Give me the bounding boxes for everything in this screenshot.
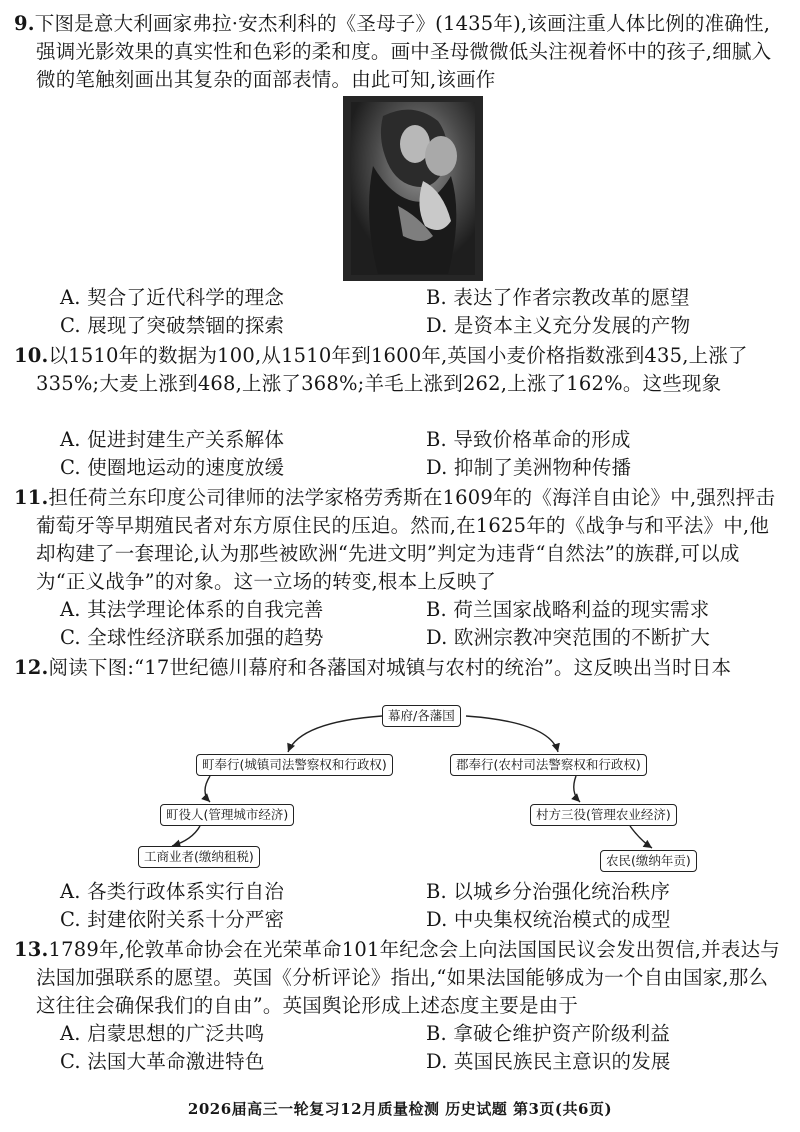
question-12	[14, 654, 786, 682]
question-number: 13.	[14, 938, 49, 961]
question-stem: 担任荷兰东印度公司律师的法学家格劳秀斯在1609年的《海洋自由论》中,强烈抨击葡萄牙等早期殖民者对东方原住民的压迫。然而,在1625年的《战争与和平法》中,他却构建了一套理论,认为那些被欧洲“先进文明”判定为违背“自然法”的族群,可以成为“正义战争”的对象。这一立场的转变,根本上反映了	[36, 486, 776, 593]
diagram-root: 幕府/各藩国	[382, 705, 461, 727]
option-c[interactable]: C. 全球性经济联系加强的趋势	[60, 626, 324, 649]
option-a[interactable]: A. 契合了近代科学的理念	[60, 286, 285, 309]
arrow-right-mid	[574, 776, 580, 802]
options-13	[60, 1020, 760, 1076]
option-b[interactable]: B. 拿破仑维护资产阶级利益	[426, 1022, 671, 1045]
arrow-left-mid	[205, 776, 210, 802]
arrow-left-leaf	[172, 826, 200, 846]
diagram-left-branch: 町奉行(城镇司法警察权和行政权)	[196, 754, 393, 776]
question-11	[14, 484, 786, 596]
question-number: 11.	[14, 486, 49, 509]
option-b[interactable]: B. 以城乡分治强化统治秩序	[426, 880, 671, 903]
options-9	[60, 284, 760, 340]
arrow-right-leaf	[630, 826, 652, 848]
option-c[interactable]: C. 封建依附关系十分严密	[60, 908, 285, 931]
option-c[interactable]: C. 法国大革命激进特色	[60, 1050, 265, 1073]
diagram-left-leaf: 工商业者(缴纳租税)	[138, 846, 260, 868]
question-9	[14, 10, 786, 94]
page-footer: 2026届高三一轮复习12月质量检测 历史试题 第3页(共6页)	[187, 1100, 613, 1118]
option-d[interactable]: D. 中央集权统治模式的成型	[426, 908, 671, 931]
question-10	[14, 342, 786, 398]
options-12	[60, 878, 760, 934]
options-11	[60, 596, 760, 652]
option-a[interactable]: A. 启蒙思想的广泛共鸣	[60, 1022, 265, 1045]
option-d[interactable]: D. 抑制了美洲物种传播	[426, 456, 632, 479]
madonna-child-painting	[343, 96, 483, 281]
question-number: 10.	[14, 344, 49, 367]
question-stem: 以1510年的数据为100,从1510年到1600年,英国小麦价格指数涨到435,上涨了335%;大麦上涨到468,上涨了368%;羊毛上涨到262,上涨了162%。这些现象	[36, 344, 748, 395]
option-a[interactable]: A. 其法学理论体系的自我完善	[60, 598, 324, 621]
option-d[interactable]: D. 欧洲宗教冲突范围的不断扩大	[426, 626, 711, 649]
question-stem: 1789年,伦敦革命协会在光荣革命101年纪念会上向法国国民议会发出贺信,并表达与法国加强联系的愿望。英国《分析评论》指出,“如果法国能够成为一个自由国家,那么这往往会确保我们的自由”。英国舆论形成上述态度主要是由于	[36, 938, 780, 1017]
diagram-right-branch: 郡奉行(农村司法警察权和行政权)	[450, 754, 647, 776]
option-c[interactable]: C. 使圈地运动的速度放缓	[60, 456, 285, 479]
option-b[interactable]: B. 导致价格革命的形成	[426, 428, 631, 451]
option-a[interactable]: A. 各类行政体系实行自治	[60, 880, 285, 903]
option-b[interactable]: B. 荷兰国家战略利益的现实需求	[426, 598, 710, 621]
tokugawa-governance-diagram	[130, 700, 720, 876]
question-stem: 下图是意大利画家弗拉·安杰利科的《圣母子》(1435年),该画注重人体比例的准确性,强调光影效果的真实性和色彩的柔和度。画中圣母微微低头注视着怀中的孩子,细腻入微的笔触刻画出其复杂的面部表情。由此可知,该画作	[34, 12, 772, 91]
option-d[interactable]: D. 是资本主义充分发展的产物	[426, 314, 691, 337]
diagram-right-mid: 村方三役(管理农业经济)	[530, 804, 677, 826]
question-number: 9.	[14, 12, 35, 35]
arrow-root-right	[466, 716, 558, 752]
question-number: 12.	[14, 656, 49, 679]
diagram-left-mid: 町役人(管理城市经济)	[160, 804, 294, 826]
diagram-right-leaf: 农民(缴纳年贡)	[600, 850, 697, 872]
question-13	[14, 936, 786, 1020]
arrow-root-left	[288, 716, 382, 752]
options-10	[60, 426, 760, 482]
option-c[interactable]: C. 展现了突破禁锢的探索	[60, 314, 285, 337]
question-stem: 阅读下图:“17世纪德川幕府和各藩国对城镇与农村的统治”。这反映出当时日本	[48, 656, 732, 679]
option-d[interactable]: D. 英国民族民主意识的发展	[426, 1050, 671, 1073]
option-b[interactable]: B. 表达了作者宗教改革的愿望	[426, 286, 690, 309]
option-a[interactable]: A. 促进封建生产关系解体	[60, 428, 285, 451]
